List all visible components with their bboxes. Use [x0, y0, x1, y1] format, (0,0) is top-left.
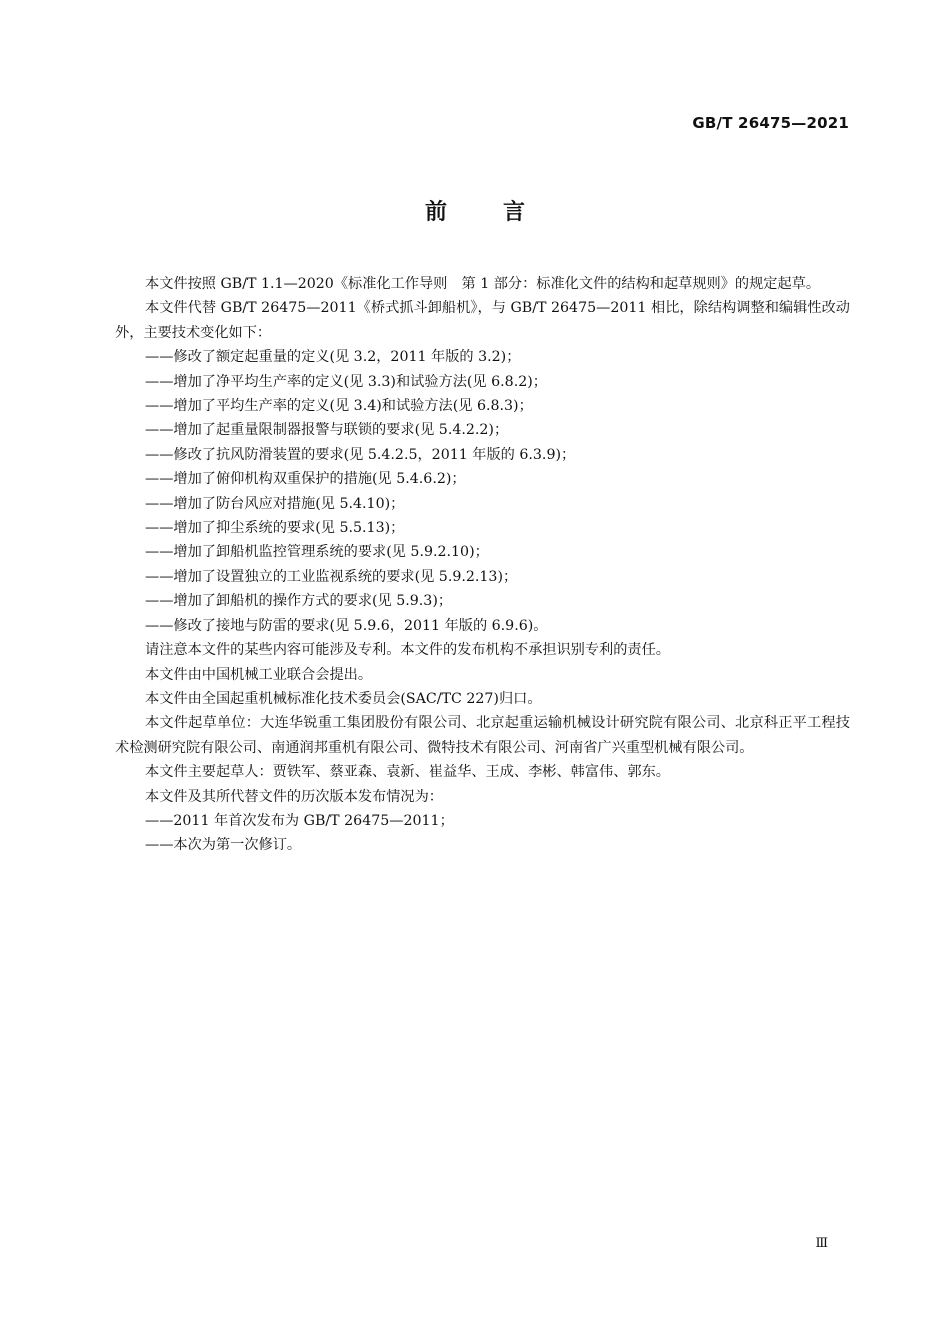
list-item: ——增加了防台风应对措施(见 5.4.10)； [145, 495, 405, 512]
list-item: ——增加了卸船机的操作方式的要求(见 5.9.3)； [145, 593, 453, 610]
page-title: 前言 [424, 200, 581, 225]
paragraph-proposer: 本文件由中国机械工业联合会提出。 [145, 666, 373, 683]
list-item: ——增加了卸船机监控管理系统的要求(见 5.9.2.10)； [145, 544, 489, 561]
list-item: ——修改了抗风防滑装置的要求(见 5.4.2.5，2011 年版的 6.3.9)； [145, 446, 576, 463]
list-item: ——增加了平均生产率的定义(见 3.4)和试验方法(见 6.8.3)； [145, 398, 533, 415]
paragraph-history-intro: 本文件及其所代替文件的历次版本发布情况为： [145, 788, 443, 805]
paragraph-committee: 本文件由全国起重机械标准化技术委员会(SAC/TC 227)归口。 [145, 690, 542, 707]
paragraph-drafting-rules: 本文件按照 GB/T 1.1—2020《标准化工作导则 第 1 部分：标准化文件的结构和起草规则》的规定起草。 [145, 276, 821, 292]
list-item: ——2011 年首次发布为 GB/T 26475—2011； [145, 812, 454, 829]
paragraph-drafters: 本文件主要起草人：贾铁军、蔡亚森、袁新、崔益华、王成、李彬、韩富伟、郭东。 [145, 764, 670, 781]
list-item: ——增加了俯仰机构双重保护的措施(见 5.4.6.2)； [145, 471, 466, 488]
foreword-body [115, 272, 850, 858]
standard-number: GB/T 26475—2021 [692, 114, 849, 132]
list-item: ——本次为第一次修订。 [145, 837, 302, 854]
list-item: ——增加了起重量限制器报警与联锁的要求(见 5.4.2.2)； [145, 422, 509, 439]
paragraph-patent-notice: 请注意本文件的某些内容可能涉及专利。本文件的发布机构不承担识别专利的责任。 [145, 642, 670, 659]
list-item: ——增加了抑尘系统的要求(见 5.5.13)； [145, 520, 405, 537]
page-number: Ⅲ [815, 1236, 828, 1251]
list-item: ——修改了额定起重量的定义(见 3.2，2011 年版的 3.2)； [145, 349, 521, 366]
list-item: ——增加了净平均生产率的定义(见 3.3)和试验方法(见 6.8.2)； [145, 373, 547, 390]
paragraph-replacement: 本文件代替 GB/T 26475—2011《桥式抓斗卸船机》，与 GB/T 26475—2011 相比，除结构调整和编辑性改动外，主要技术变化如下： [115, 300, 850, 341]
paragraph-drafting-units: 本文件起草单位：大连华锐重工集团股份有限公司、北京起重运输机械设计研究院有限公司、北京科正平工程技术检测研究院有限公司、南通润邦重机有限公司、微特技术有限公司、河南省广兴重型机械有限公司。 [115, 715, 850, 756]
list-item: ——修改了接地与防雷的要求(见 5.9.6，2011 年版的 6.9.6)。 [145, 617, 548, 634]
list-item: ——增加了设置独立的工业监视系统的要求(见 5.9.2.13)； [145, 568, 518, 585]
